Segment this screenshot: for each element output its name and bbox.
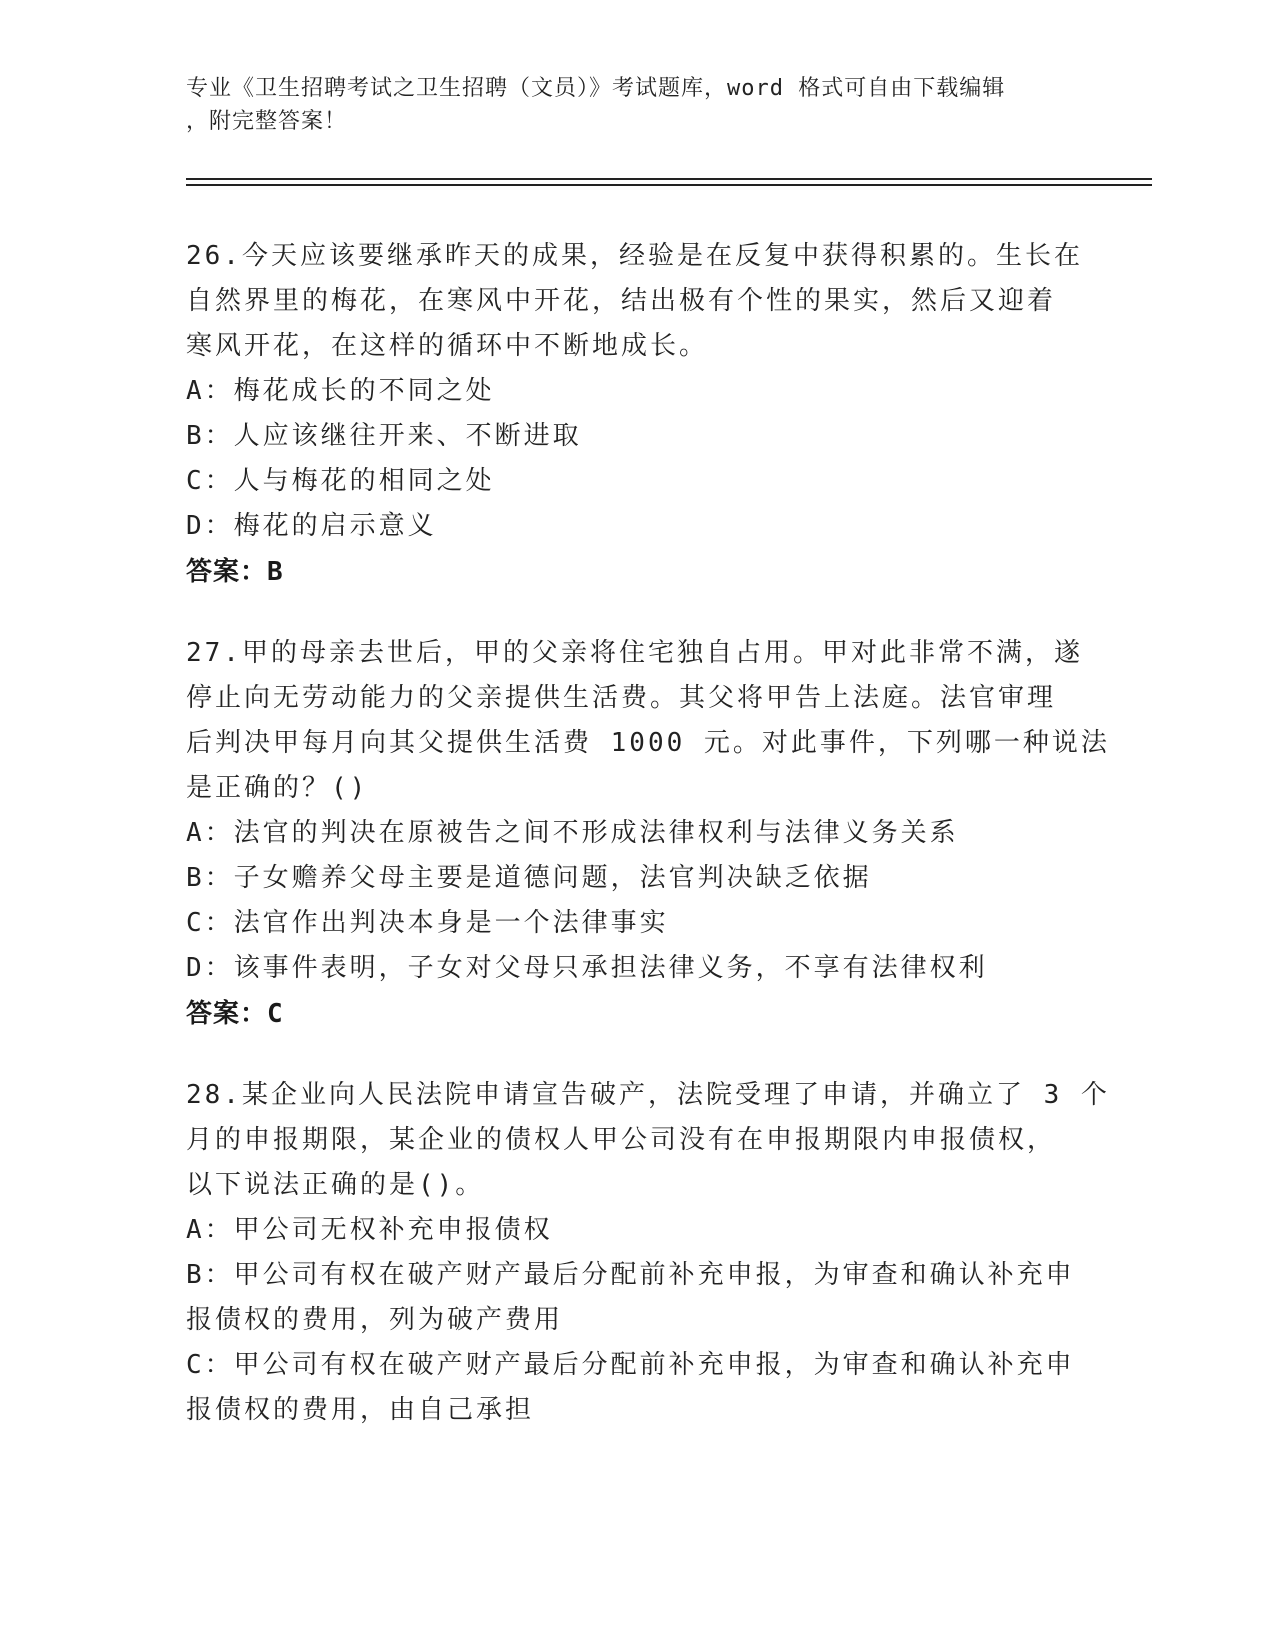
option-c [186,459,1086,504]
question-26 [186,234,1086,595]
header-divider-top [186,178,1152,180]
option-c [186,1343,1086,1433]
question-stem [186,234,1086,369]
stem-line: 后判决甲每月向其父提供生活费 1000 元。对此事件，下列哪一种说法 [186,728,1110,758]
header-line: 专业《卫生招聘考试之卫生招聘（文员）》考试题库，word 格式可自由下载编辑 [186,76,1006,101]
option-line: B：甲公司有权在破产财产最后分配前补充申报，为审查和确认补充申 [186,1260,1075,1290]
option-line: A：法官的判决在原被告之间不形成法律权利与法律义务关系 [186,818,959,848]
option-line: D：该事件表明，子女对父母只承担法律义务，不享有法律权利 [186,953,988,983]
option-b [186,1253,1086,1343]
option-line: 报债权的费用，列为破产费用 [186,1305,564,1335]
option-b [186,856,1086,901]
stem-line: 是正确的？() [186,773,369,803]
option-a [186,811,1086,856]
answer-label: 答案：B [186,557,284,587]
option-line: B：人应该继往开来、不断进取 [186,421,582,451]
header-line: ，附完整答案！ [186,109,348,134]
document-header [186,72,1066,138]
question-27 [186,631,1110,1037]
option-b [186,414,1086,459]
option-d [186,504,1086,549]
question-stem [186,1073,1110,1208]
option-d [186,946,1086,991]
option-c [186,901,1086,946]
question-list [186,234,1110,1469]
stem-line: 寒风开花，在这样的循环中不断地成长。 [186,331,709,361]
option-line: C：法官作出判决本身是一个法律事实 [186,908,669,938]
option-line: B：子女赡养父母主要是道德问题，法官判决缺乏依据 [186,863,872,893]
option-line: A：梅花成长的不同之处 [186,376,495,406]
stem-line: 停止向无劳动能力的父亲提供生活费。其父将甲告上法庭。法官审理 [186,683,1057,713]
stem-line: 自然界里的梅花，在寒风中开花，结出极有个性的果实，然后又迎着 [186,286,1057,316]
stem-line: 26.今天应该要继承昨天的成果，经验是在反复中获得积累的。生长在 [186,241,1083,271]
option-line: A：甲公司无权补充申报债权 [186,1215,553,1245]
stem-line: 以下说法正确的是()。 [186,1170,485,1200]
stem-line: 28.某企业向人民法院申请宣告破产，法院受理了申请，并确立了 3 个 [186,1080,1110,1110]
option-a [186,369,1086,414]
stem-line: 月的申报期限，某企业的债权人甲公司没有在申报期限内申报债权， [186,1125,1057,1155]
option-line: C：甲公司有权在破产财产最后分配前补充申报，为审查和确认补充申 [186,1350,1075,1380]
stem-line: 27.甲的母亲去世后，甲的父亲将住宅独自占用。甲对此非常不满，遂 [186,638,1083,668]
option-line: D：梅花的启示意义 [186,511,437,541]
option-line: 报债权的费用，由自己承担 [186,1395,535,1425]
answer-label: 答案：C [186,999,284,1029]
question-28 [186,1073,1110,1433]
option-line: C：人与梅花的相同之处 [186,466,495,496]
header-divider-bottom [186,184,1152,186]
question-stem [186,631,1110,811]
option-a [186,1208,1086,1253]
